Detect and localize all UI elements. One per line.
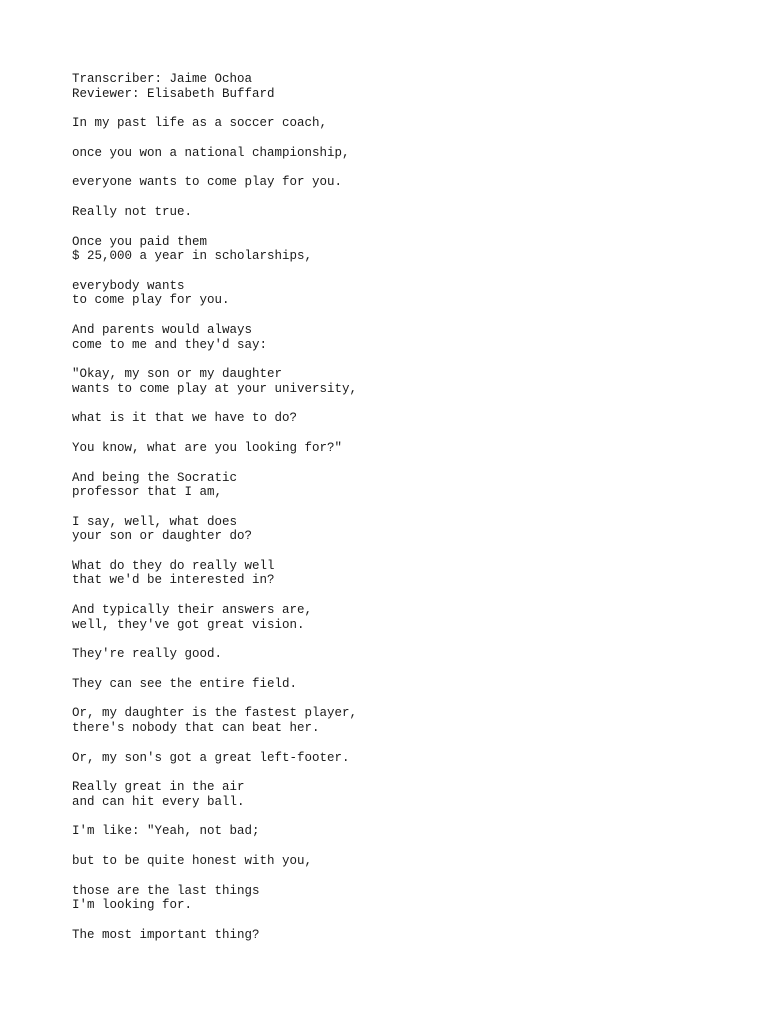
transcript-line: Really great in the air bbox=[72, 780, 245, 795]
transcript-line: $ 25,000 a year in scholarships, bbox=[72, 249, 313, 264]
transcript-line: wants to come play at your university, bbox=[72, 381, 358, 396]
transcript-paragraph bbox=[72, 677, 712, 692]
transcript-paragraph bbox=[72, 72, 712, 101]
transcript-line: And typically their answers are, bbox=[72, 603, 313, 618]
transcript-line: that we'd be interested in? bbox=[72, 573, 275, 588]
transcript-line: Once you paid them bbox=[72, 234, 208, 249]
transcript-paragraph bbox=[72, 146, 712, 161]
transcript-paragraph bbox=[72, 884, 712, 913]
transcript-paragraph bbox=[72, 928, 712, 943]
transcript-line: What do they do really well bbox=[72, 558, 275, 573]
transcript-line: They're really good. bbox=[72, 647, 223, 662]
transcript-line: professor that I am, bbox=[72, 485, 223, 500]
transcript-line: there's nobody that can beat her. bbox=[72, 721, 320, 736]
transcript-line: to come play for you. bbox=[72, 293, 230, 308]
transcript-paragraph bbox=[72, 603, 712, 632]
transcript-line: They can see the entire field. bbox=[72, 676, 298, 691]
transcript-paragraph bbox=[72, 854, 712, 869]
transcript-paragraph bbox=[72, 441, 712, 456]
transcript-paragraph bbox=[72, 515, 712, 544]
transcript-line: I'm looking for. bbox=[72, 898, 193, 913]
transcript-paragraph bbox=[72, 647, 712, 662]
transcript-paragraph bbox=[72, 559, 712, 588]
transcript-line: Or, my daughter is the fastest player, bbox=[72, 706, 358, 721]
transcript-line: Really not true. bbox=[72, 204, 193, 219]
transcript-line: everybody wants bbox=[72, 278, 185, 293]
transcript-line: Transcriber: Jaime Ochoa bbox=[72, 72, 253, 86]
transcript-paragraph bbox=[72, 751, 712, 766]
transcript-paragraph bbox=[72, 780, 712, 809]
transcript-paragraph bbox=[72, 706, 712, 735]
transcript-line: The most important thing? bbox=[72, 927, 260, 942]
transcript-line: "Okay, my son or my daughter bbox=[72, 367, 283, 382]
transcript-paragraph bbox=[72, 235, 712, 264]
transcript-paragraph bbox=[72, 824, 712, 839]
transcript-line: In my past life as a soccer coach, bbox=[72, 116, 328, 131]
transcript-line: You know, what are you looking for?" bbox=[72, 440, 343, 455]
transcript-line: I'm like: "Yeah, not bad; bbox=[72, 824, 260, 839]
transcript-paragraph bbox=[72, 367, 712, 396]
transcript-body bbox=[72, 72, 712, 957]
transcript-line: Or, my son's got a great left-footer. bbox=[72, 750, 350, 765]
transcript-line: and can hit every ball. bbox=[72, 794, 245, 809]
transcript-line: well, they've got great vision. bbox=[72, 617, 305, 632]
transcript-line: your son or daughter do? bbox=[72, 529, 253, 544]
transcript-line: And being the Socratic bbox=[72, 470, 238, 485]
transcript-line: Reviewer: Elisabeth Buffard bbox=[72, 86, 275, 101]
transcript-paragraph bbox=[72, 116, 712, 131]
transcript-paragraph bbox=[72, 323, 712, 352]
transcript-line: but to be quite honest with you, bbox=[72, 854, 313, 868]
transcript-line: once you won a national championship, bbox=[72, 145, 350, 160]
transcript-line: those are the last things bbox=[72, 883, 260, 898]
transcript-line: come to me and they'd say: bbox=[72, 337, 268, 352]
transcript-paragraph bbox=[72, 175, 712, 190]
transcript-paragraph bbox=[72, 205, 712, 220]
transcript-line: what is it that we have to do? bbox=[72, 411, 298, 426]
transcript-paragraph bbox=[72, 471, 712, 500]
transcript-paragraph bbox=[72, 411, 712, 426]
transcript-line: I say, well, what does bbox=[72, 514, 238, 529]
transcript-line: And parents would always bbox=[72, 322, 253, 337]
transcript-paragraph bbox=[72, 279, 712, 308]
transcript-line: everyone wants to come play for you. bbox=[72, 175, 343, 190]
